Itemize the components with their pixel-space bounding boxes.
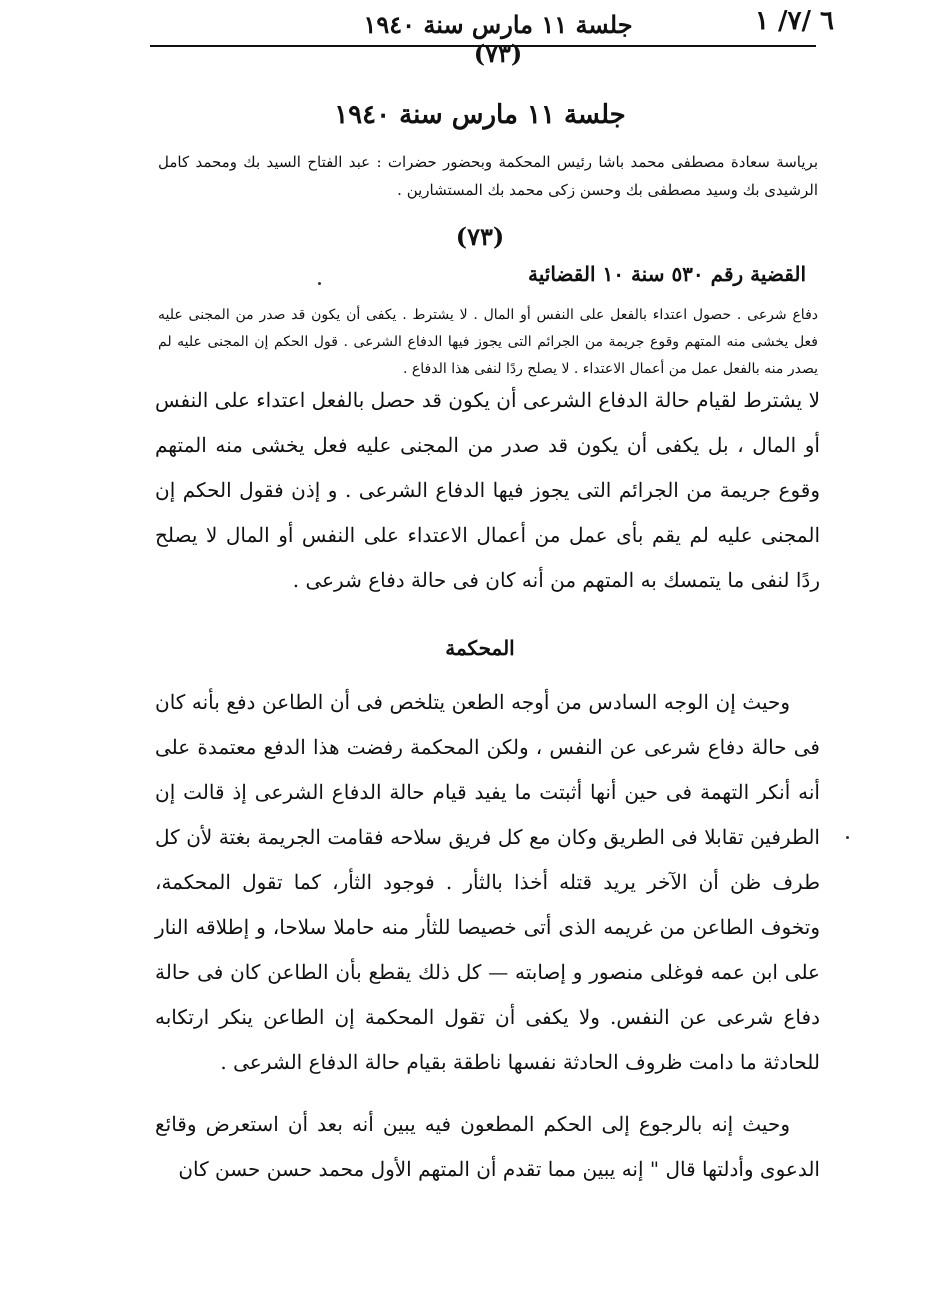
case-number: (٧٣) xyxy=(455,222,505,251)
presidency-line: برياسة سعادة مصطفى محمد باشا رئيس المحكمة وبحضور حضرات : عبد الفتاح السيد بك ومحمد كامل الرشيدى بك وسيد مصطفى بك وحسن زكى محمد بك المستشارين . xyxy=(158,153,818,199)
header-rule xyxy=(150,45,816,47)
session-title: جلسة ١١ مارس سنة ١٩٤٠ xyxy=(334,100,626,130)
court-section-heading: المحكمة xyxy=(445,636,515,660)
page-number: ٦ /٧/ ١ xyxy=(754,6,834,36)
running-header: جلسة ١١ مارس سنة ١٩٤٠ (٧٣) xyxy=(363,10,633,68)
court-paragraph-2: وحيث إنه بالرجوع إلى الحكم المطعون فيه يبين أنه بعد أن استعرض وقائع الدعوى وأدلتها قال " إنه يبين مما تقدم أن المتهم الأول محمد حسن حسن كان xyxy=(155,1112,820,1181)
scan-speck xyxy=(318,282,321,285)
scan-speck xyxy=(846,836,849,839)
case-headnote: دفاع شرعى . حصول اعتداء بالفعل على النفس أو المال . لا يشترط . يكفى أن يكون قد صدر من المجنى عليه فعل يخشى منه المتهم وقوع جريمة من الجرائم التى يجوز فيها الدفاع الشرعى . قول الحكم إن المجنى عليه لم يصدر منه بالفعل عمل من أعمال الاعتداء . لا يصلح ردًا لنفى هذا الدفاع . xyxy=(158,307,818,377)
legal-principle: لا يشترط لقيام حالة الدفاع الشرعى أن يكون قد حصل بالفعل اعتداء على النفس أو المال ، بل يكفى أن يكون قد صدر من المجنى عليه فعل يخشى منه المتهم وقوع جريمة من الجرائم التى يجوز فيها الدفاع الشرعى . و إذن فقول الحكم إن المجنى عليه لم يقم بأى عمل من أعمال الاعتداء على النفس أو المال لا يصلح ردًا لنفى ما يتمسك به المتهم من أنه كان فى حالة دفاع شرعى . xyxy=(155,388,820,592)
case-title: القضية رقم ٥٣٠ سنة ١٠ القضائية xyxy=(528,262,806,286)
court-paragraph-1: وحيث إن الوجه السادس من أوجه الطعن يتلخص فى أن الطاعن دفع بأنه كان فى حالة دفاع شرعى عن النفس ، ولكن المحكمة رفضت هذا الدفع معتمدة على أنه أنكر التهمة فى حين أنها أثبتت ما يفيد قيام حالة الدفاع الشرعى إذ قالت إن الطرفين تقابلا فى الطريق وكان مع كل فريق سلاحه فقامت الجريمة بغتة لأن كل طرف ظن أن الآخر يريد قتله أخذا بالثأر . فوجود الثأر، كما تقول المحكمة، وتخوف الطاعن من غريمه الذى أتى خصيصا للثأر منه حاملا سلاحا، و إطلاقه النار على ابن عمه فوغلى منصور و إصابته — كل ذلك يقطع بأن الطاعن كان فى حالة دفاع شرعى عن النفس. ولا يكفى أن تقول المحكمة إن الطاعن ينكر ارتكابه للحادثة ما دامت ظروف الحادثة نفسها ناطقة بقيام حالة الدفاع الشرعى . xyxy=(155,690,821,1074)
